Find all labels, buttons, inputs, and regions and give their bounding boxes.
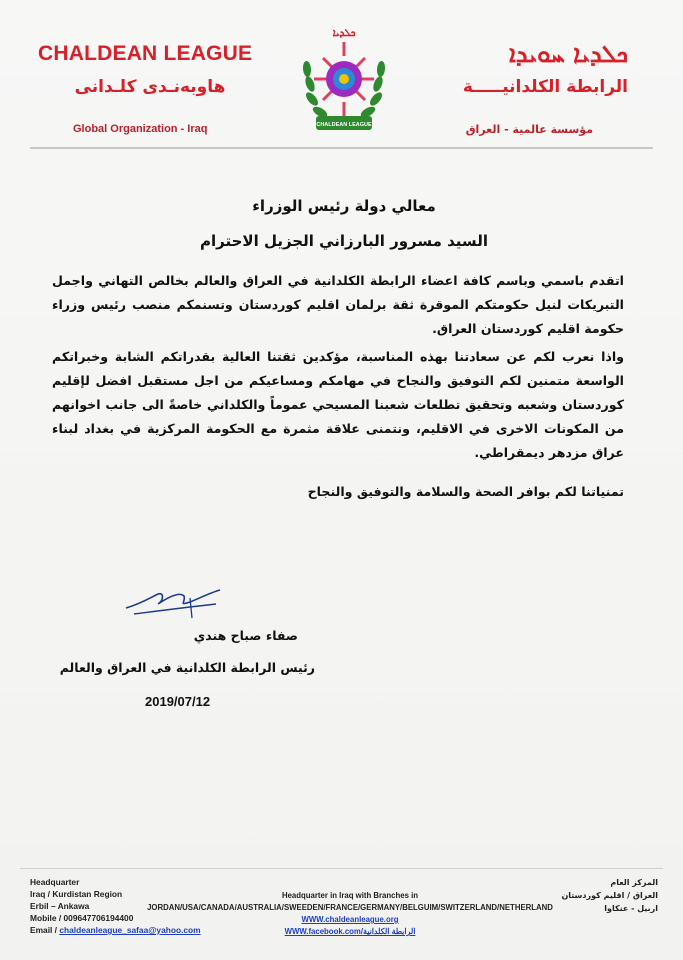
footer-city-arabic: اربيل - عنكاوا — [604, 904, 658, 913]
paragraph-congratulations: اتقدم باسمي وباسم كافة اعضاء الرابطة الكلدانية في العراق والعالم بخالص التهاني واجمل التبريكات لنيل حكومتكم الموقرة ثقة برلمان اقليم كوردستان وتسنمكم منصب رئيس وزراء حكومة اقليم كوردستان العراق. — [52, 273, 624, 336]
org-name-syriac: ܟܠܕܝܐ ܚܘܝܕܐ — [509, 40, 628, 68]
footer-hq-label: Headquarter — [30, 877, 80, 887]
logo-caption: CHALDEAN LEAGUE — [316, 122, 372, 128]
signer-title: رئيس الرابطة الكلدانية في العراق والعالم — [59, 660, 315, 675]
footer-email-label: Email / — [30, 925, 60, 935]
footer-facebook-link[interactable]: WWW.facebook.com/الرابطة الكلدانية — [284, 927, 416, 936]
footer-mobile: Mobile / 009647706194400 — [30, 913, 134, 923]
paragraph-wishes: واذا نعرب لكم عن سعادتنا بهذه المناسبة، مؤكدين ثقتنا العالية بقدراتكم الشابة وخبراتكم الواسعة متمنين لكم التوفيق والنجاح في مهامكم ومساعيكم من اجل مستقبل افضل لإقليم كوردستان وشعبه وتحقيق تطلعات شعبنا المسيحي عموماً والكلداني خاصةً الى جانب اخوانهم من المكونات الاخرى في الاقليم، ونتمنى علاقة مثمرة مع الحكومة المركزية في بغداد لبناء عراق مزدهر ديمقراطي. — [52, 349, 624, 460]
footer-divider — [20, 868, 663, 869]
svg-text:ܟܠܕܝܐ: ܟܠܕܝܐ — [332, 28, 356, 39]
org-type-arabic: مؤسسة عالمية - العراق — [465, 123, 593, 136]
letter-date: 2019/07/12 — [145, 694, 211, 709]
org-name-kurdish: هاوبەنـدى كلـدانى — [74, 77, 226, 97]
signer-name: صفاء صباح هندي — [193, 628, 298, 643]
footer-city: Erbil – Ankawa — [30, 901, 90, 911]
footer-region: Iraq / Kurdistan Region — [30, 889, 123, 899]
footer-email-link[interactable]: chaldeanleague_safaa@yahoo.com — [59, 925, 201, 935]
org-type-english: Global Organization - Iraq — [73, 123, 208, 135]
header-divider — [30, 147, 653, 149]
salutation-title: معالي دولة رئيس الوزراء — [252, 197, 436, 215]
footer-branches — [140, 890, 560, 938]
footer-branches-label: Headquarter in Iraq with Branches in — [281, 891, 419, 900]
footer-address-arabic — [560, 876, 658, 915]
handwritten-signature — [120, 584, 230, 624]
paragraph-closing: تمنياتنا لكم بوافر الصحة والسلامة والتوفيق والنجاح — [307, 484, 624, 499]
footer-hq-arabic: المركز العام — [610, 878, 658, 887]
org-name-english: CHALDEAN LEAGUE — [38, 42, 253, 65]
chaldean-league-logo — [296, 24, 392, 136]
footer-website-link[interactable]: WWW.chaldeanleague.org — [301, 915, 399, 924]
footer-countries: JORDAN/USA/CANADA/AUSTRALIA/SWEEDEN/FRANCE/GERMANY/BELGUIM/SWITZERLAND/NETHERLAND — [147, 903, 553, 912]
footer-region-arabic: العراق / اقليم كوردستان — [561, 891, 658, 900]
salutation-name: السيد مسرور البارزاني الجزيل الاحترام — [200, 232, 488, 250]
org-name-arabic: الرابطة الكلدانيـــــة — [462, 77, 628, 97]
